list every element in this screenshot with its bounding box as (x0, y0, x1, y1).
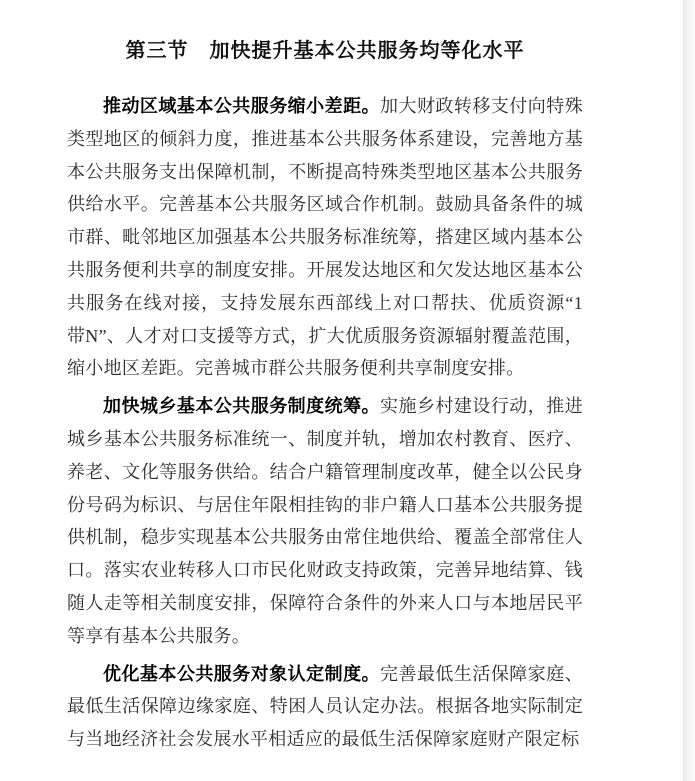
paragraph-body-text: 完善最低生活保障家庭、最低生活保障边缘家庭、特困人员认定办法。根据各地实际制定与当地经济社会发展水平相适应的最低生活保障家庭财产限定标 (67, 663, 583, 750)
paragraph-lead-sentence: 加快城乡基本公共服务制度统筹。 (103, 396, 381, 417)
document-content (67, 36, 583, 756)
paragraph-body-text: 实施乡村建设行动，推进城乡基本公共服务标准统一、制度并轨，增加农村教育、医疗、养老、文化等服务供给。结合户籍管理制度改革，健全以公民身份号码为标识、与居住年限相挂钩的非户籍人口基本公共服务提供机制，稳步实现基本公共服务由常住地供给、覆盖全部常住人口。落实农业转移人口市民化财政支持政策，完善异地结算、钱随人走等相关制度安排，保障符合条件的外来人口与本地居民平等享有基本公共服务。 (67, 396, 583, 646)
paragraph-eligibility (67, 658, 583, 756)
paragraph-urban-rural (67, 390, 583, 652)
paragraph-region-services (67, 90, 583, 385)
paragraph-lead-sentence: 优化基本公共服务对象认定制度。 (103, 663, 381, 684)
paragraph-lead-sentence: 推动区域基本公共服务缩小差距。 (103, 96, 381, 116)
section-title: 第三节 加快提升基本公共服务均等化水平 (125, 40, 525, 62)
page-edge-shadow (683, 0, 695, 781)
paragraph-body-text: 加大财政转移支付向特殊类型地区的倾斜力度，推进基本公共服务体系建设，完善地方基本公共服务支出保障机制，不断提高特殊类型地区基本公共服务供给水平。完善基本公共服务区域合作机制。鼓励具备条件的城市群、毗邻地区加强基本公共服务标准统筹，搭建区域内基本公共服务便利共享的制度安排。开展发达地区和欠发达地区基本公共服务在线对接，支持发展东西部线上对口帮扶、优质资源“1 带N”、人才对口支援等方式，扩大优质服务资源辐射覆盖范围，缩小地区差距。完善城市群公共服务便利共享制度安排。 (67, 96, 583, 379)
